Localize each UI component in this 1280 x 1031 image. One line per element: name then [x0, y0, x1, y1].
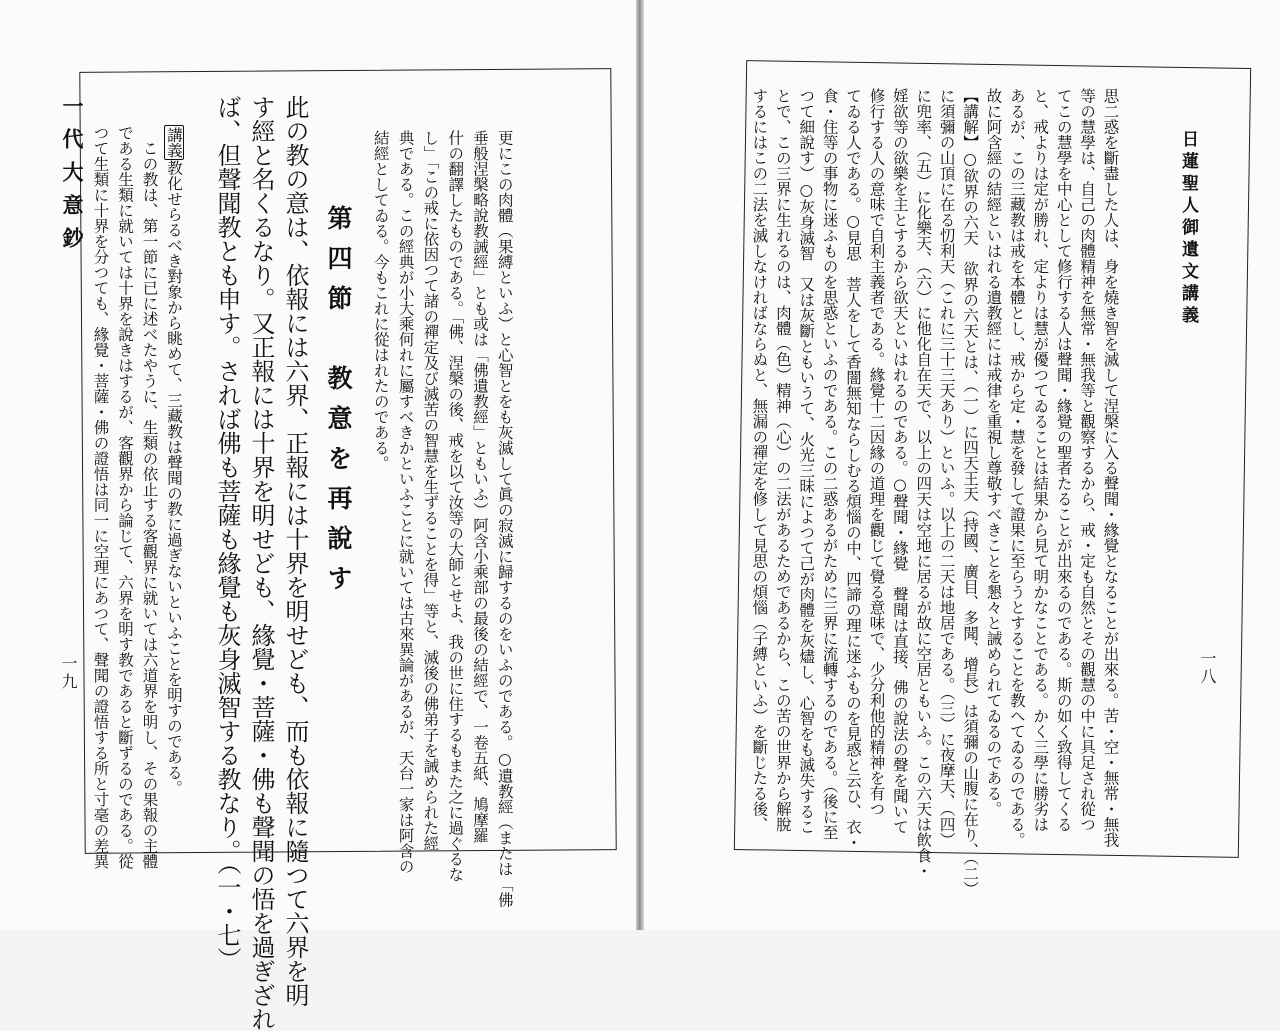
main-text: 此の教の意は、依報には六界、正報には十界を明せども、而も依報に隨つて六界を明 す經と名くるなり。又正報には十界を明せども、緣覺・菩薩・佛も聲聞の悟を過ぎざれ ば、但聲聞教とも申す。されば佛も菩薩も緣覺も灰身滅智する教なり。（一・七） [213, 95, 309, 1031]
section-title: 第四節 教意を再說す [324, 205, 353, 605]
left-page [0, 0, 636, 1031]
right-running-header: 日蓮聖人御遺文講義 [1178, 130, 1198, 328]
left-running-header: 一代大意鈔 [60, 95, 85, 260]
book-gutter [636, 0, 644, 930]
commentary-label: 講義 [165, 127, 183, 158]
right-body-text: 思二惑を斷盡した人は、身を燒き智を滅して涅槃に入る聲聞・緣覺となることが出來る。苦・空・無常・無我 等の慧學は、自己の肉體精神を無常・無我等と觀察するから、戒・定も自然とその觀慧の中に具足され從つ てこの慧學を中心として修行する人は聲聞・緣覺の聖者たることが出來るのである。斯の如く致得してくる と、戒よりは定が勝れ、定よりは慧が優つてゐることは結果から見て明かなことである。かく三學に勝劣は あるが、この三藏教は戒を本體とし、戒から定・慧を發して證果に至らうとすることを教へてゐるのである。 故に阿含經の結經といはれる遺教經には戒律を重視し尊敬すべきことを懇々と誡められてゐるのである。 【講解】○欲界の六天 欲界の六天とは、（一）に四天王天（持國、廣目、多聞、增長）は須彌の山腹に在り、（二） に須彌の山頂に在る忉利天（これに三十三天あり）といふ。以上の二天は地居である。（三）に夜摩天、（四） に兜率、（五）に化樂天、（六）に他化自在天で、以上の四天は空地に居るが故に空居ともいふ。この六天は飲食・ 婬欲等の欲樂を主とするから欲天といはれるのである。○聲聞・緣覺 聲聞は直接、佛の說法の聲を聞いて 修行する人の意味で自利主義者である。緣覺十二因緣の道理を觀じて覺る意味で、少分利他的精神を有つ てゐる人である。○見思 菩人をして香闇無知ならしむる煩惱の中、四諦の理に迷ふものを見惑と云ひ、衣・ 食・住等の事物に迷ふものを思惑といふのである。この二惑あるがために三界に流轉するのである。（後に至 つて細說す）○灰身滅智 又は灰斷ともいうて、火光三昧によつて己が肉體を灰燼し、心智をも滅失するこ とで、この三界に生れるのは、肉體（色）精神（心）の二法があるためであるから、この苦の世界から解脫 するにはこの二法を滅しなければならぬと、無漏の禪定を修して見思の煩惱（子縛といふ）を斷じたる後、 [750, 88, 1120, 897]
commentary-block [88, 125, 186, 869]
left-page-number: 一九 [59, 655, 78, 691]
commentary-text: 教化せらるべき對象から眺めて、三藏教は聲聞の教に過ぎないといふことを明すのである。 この教は、第一節に已に述べたやうに、生類の依止する客觀界に就いては六道界を明し、その果報の主體 である生類に就いては十界を說きはするが、客觀界から論じて、六界を明す教であると斷ずるのである。從 つて生類に十界を分つても、緣覺・菩薩・佛の證悟は同一に空理にあつて、聲聞の證悟する所と寸毫の差異 [91, 125, 183, 869]
right-page-number: 一八 [1198, 650, 1217, 686]
left-intro-text: 更にこの肉體（果縛といふ）と心智とをも灰滅して眞の寂滅に歸するのをいふのである。○遺教經（または「佛 垂般涅槃略說教誡經」とも或は「佛遺教經」ともいふ）阿含小乘部の最後の結經で、一卷五紙、鳩摩羅 什の翻譯したものである。「佛、涅槃の後、戒を以て汝等の大師とせよ、我の世に住するもまた之に過ぐるな し」「この戒に依因つて諸の禪定及び滅苦の智慧を生ずることを得」等と、滅後の佛弟子を誡められた經 典である。この經典が小大乘何れに屬すべきかといふことに就いては古來異論があるが、天台一家は阿含の 結經としてゐる。今もこれに從はれたのである。 [371, 130, 514, 908]
